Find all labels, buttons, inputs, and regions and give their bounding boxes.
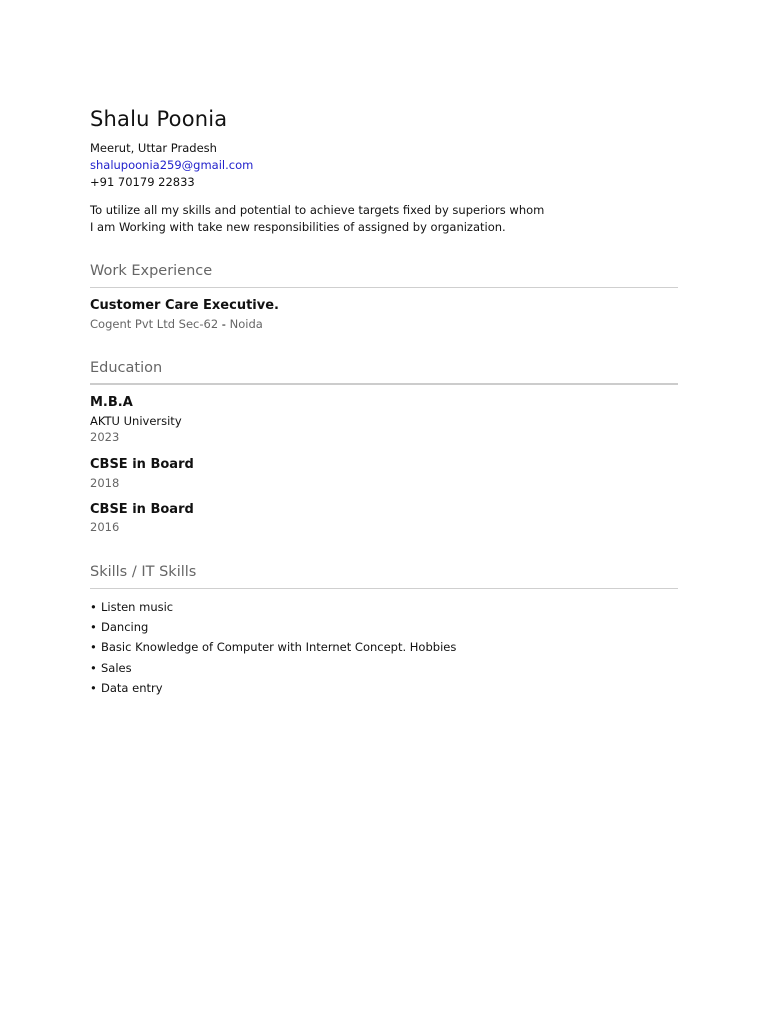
skill-text: Sales bbox=[101, 660, 132, 675]
skill-text: Dancing bbox=[101, 620, 149, 635]
degree-year: 2016 bbox=[90, 520, 120, 534]
list-item bbox=[90, 637, 456, 657]
degree-year: 2023 bbox=[90, 430, 120, 444]
section-divider bbox=[90, 287, 678, 288]
job-title: Customer Care Executive. bbox=[90, 298, 279, 313]
contact-block bbox=[90, 140, 253, 191]
degree-title: CBSE in Board bbox=[90, 502, 194, 517]
list-item bbox=[90, 617, 456, 637]
phone-text: +91 70179 22833 bbox=[90, 175, 195, 189]
list-item bbox=[90, 597, 456, 617]
bullet-icon: • bbox=[90, 620, 97, 635]
job-company-line bbox=[90, 317, 263, 331]
location-text: Meerut, Uttar Pradesh bbox=[90, 141, 217, 155]
skills-list bbox=[90, 597, 456, 698]
section-title-work-experience: Work Experience bbox=[90, 263, 213, 279]
degree-institution: AKTU University bbox=[90, 414, 182, 428]
objective-summary bbox=[90, 202, 560, 235]
list-item bbox=[90, 658, 456, 678]
candidate-name: Shalu Poonia bbox=[90, 107, 228, 131]
section-divider bbox=[90, 588, 678, 589]
summary-line: I am Working with take new responsibilities of assigned by organization. bbox=[90, 219, 506, 234]
degree-title: M.B.A bbox=[90, 395, 133, 410]
job-city: Noida bbox=[229, 317, 263, 331]
section-divider bbox=[90, 383, 678, 385]
skill-text: Basic Knowledge of Computer with Internet Concept. Hobbies bbox=[101, 640, 457, 655]
summary-line: To utilize all my skills and potential to achieve targets fixed by superiors whom bbox=[90, 203, 545, 217]
bullet-icon: • bbox=[90, 660, 97, 675]
skill-text: Data entry bbox=[101, 680, 163, 695]
bullet-icon: • bbox=[90, 680, 97, 695]
job-company: Cogent Pvt Ltd Sec-62 bbox=[90, 317, 219, 331]
degree-year: 2018 bbox=[90, 476, 120, 490]
job-separator: - bbox=[218, 317, 230, 331]
skill-text: Listen music bbox=[101, 600, 174, 614]
section-title-skills: Skills / IT Skills bbox=[90, 564, 197, 580]
bullet-icon: • bbox=[90, 600, 97, 614]
email-link[interactable]: shalupoonia259@gmail.com bbox=[90, 158, 254, 172]
bullet-icon: • bbox=[90, 640, 97, 655]
section-title-education: Education bbox=[90, 360, 163, 376]
list-item bbox=[90, 678, 456, 698]
degree-title: CBSE in Board bbox=[90, 457, 194, 472]
